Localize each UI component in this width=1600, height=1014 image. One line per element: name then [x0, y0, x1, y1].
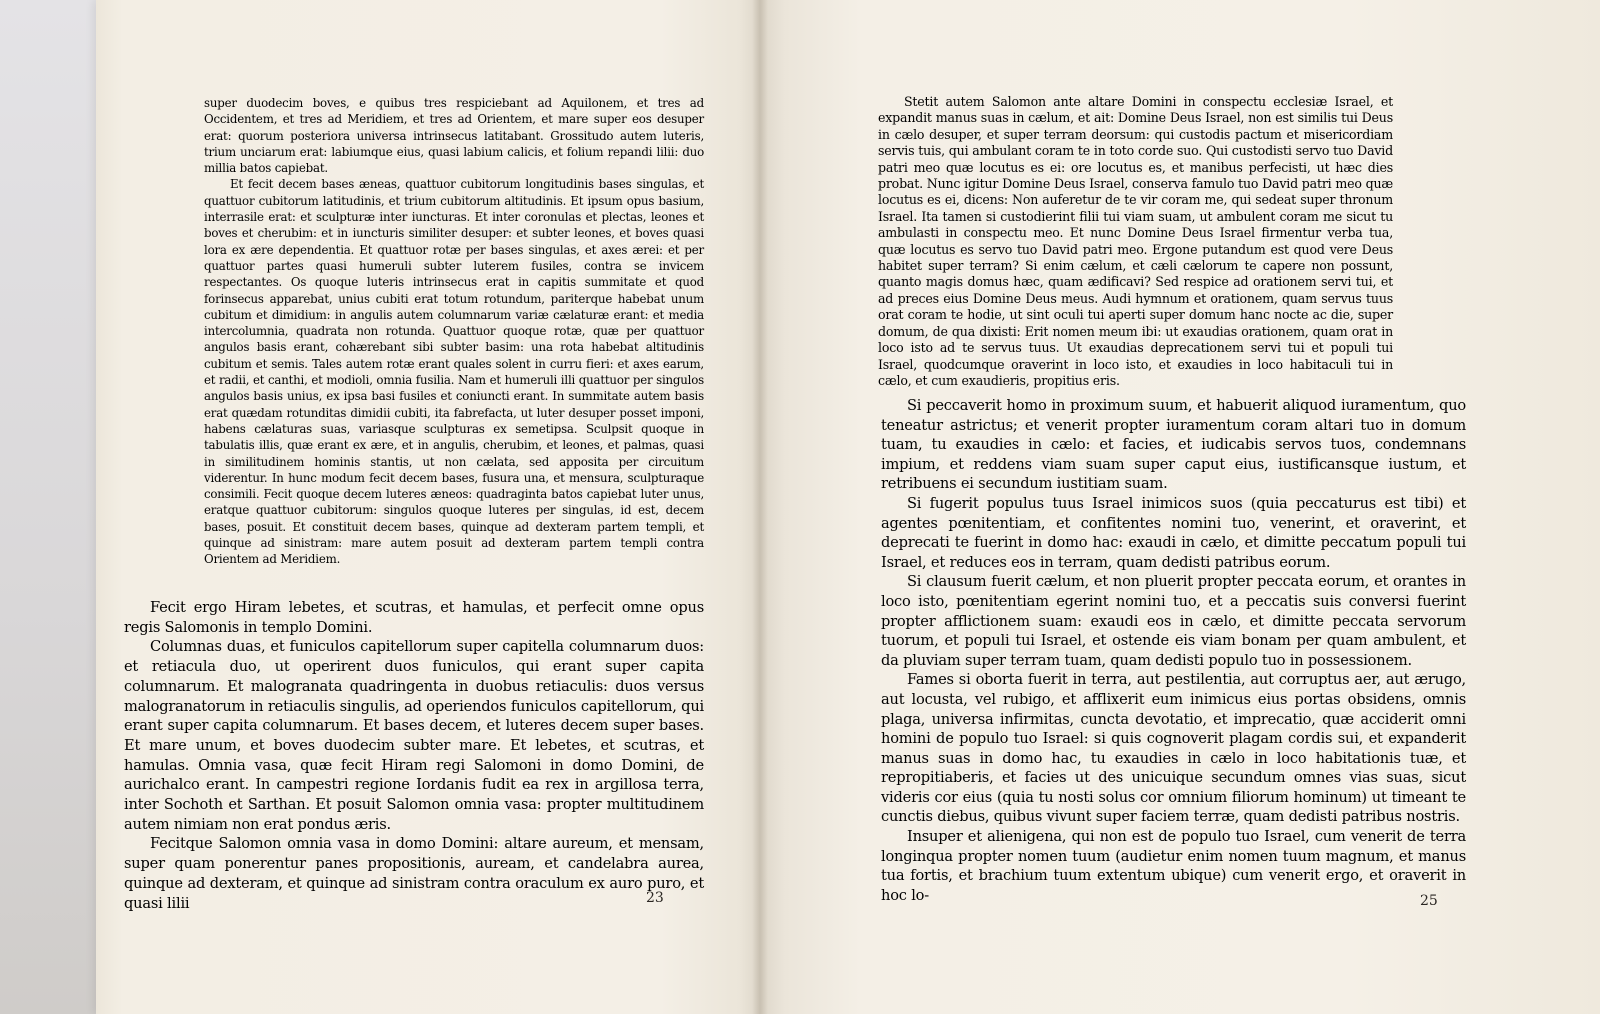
right-small-paragraph-1: Stetit autem Salomon ante altare Domini in conspectu ecclesiæ Israel, et expandit manus suas in cælum, et ait: Domine Deus Israel, non est similis tui Deus in cælo desuper, et super terram deorsum: qui custodis pactum et misericordiam servis tuis, qui ambulant coram te in toto corde suo. Qui custodisti servo tuo David patri meo quæ locutus es ei: ore locutus es, et manibus perfecisti, ut hæc dies probat. Nunc igitur Domine Deus Israel, conserva famulo tuo David patri meo quæ locutus es ei, dicens: Non auferetur de te vir coram me, qui sedeat super thronum Israel. Ita tamen si custodierint filii tui viam suam, ut ambulent coram me sicut tu ambulasti in conspectu meo. Et nunc Domine Deus Israel firmentur verba tua, quæ locutus es servo tuo David patri meo. Ergone putandum est quod vere Deus habitet super terram? Si enim cælum, et cæli cælorum te capere non possunt, quanto magis domus hæc, quam ædificavi? Sed respice ad orationem servi tui, et ad preces eius Domine Deus meus. Audi hymnum et orationem, quam servus tuus orat coram te hodie, ut sint oculi tui aperti super domum hanc nocte ac die, super domum, de qua dixisti: Erit nomen meum ibi: ut exaudias orationem, quam orat in loco isto ad te servus tuus. Ut exaudias deprecationem servi tui et populi tui Israel, quodcumque oraverint in loco isto, et exaudies in loco habitaculi tui in cælo, et cum exaudieris, propitius eris.	[878, 94, 1393, 388]
right-large-paragraph-5: Insuper et alienigena, qui non est de populo tuo Israel, cum venerit de terra longinqua propter nomen tuum (audietur enim nomen tuum magnum, et manus tua fortis, et brachium tuum extentum ubique) cum venerit ergo, et oraverit in hoc lo-	[881, 828, 1466, 904]
right-large-paragraph-4: Fames si oborta fuerit in terra, aut pestilentia, aut corruptus aer, aut ærugo, aut locusta, vel rubigo, et afflixerit eum inimicus eius portas obsidens, omnis plaga, universa infirmitas, cuncta devotatio, et imprecatio, quæ acciderit omni homini de populo tuo Israel: si quis cognoverit plagam cordis sui, et expanderit manus suas in domo hac, tu exaudies in cælo in loco habitationis tuæ, et repropitiaberis, et facies ut des unicuique secundum omnes vias suas, sicut videris cor eius (quia tu nosti solus cor omnium filiorum hominum) ut timeant te cunctis diebus, quibus vivunt super faciem terræ, quam dedisti patribus nostris.	[881, 671, 1466, 826]
left-large-paragraph-1: Fecit ergo Hiram lebetes, et scutras, et hamulas, et perfecit omne opus regis Salomonis in templo Domini.	[124, 599, 704, 636]
left-large-paragraph-2: Columnas duas, et funiculos capitellorum super capitella columnarum duos: et retiacula duo, ut operirent duos funiculos, qui erant super capita columnarum. Et malogranata quadringenta in duobus retiaculis: duos versus malogranatorum in retiaculis singulis, ad operiendos funiculos capitellorum, qui erant super capita columnarum. Et bases decem, et luteres decem super bases. Et mare unum, et boves duodecim subter mare. Et lebetes, et scutras, et hamulas. Omnia vasa, quæ fecit Hiram regi Salomoni in domo Domini, de aurichalco erant. In campestri regione Iordanis fudit ea rex in argillosa terra, inter Sochoth et Sarthan. Et posuit Salomon omnia vasa: propter multitudinem autem nimiam non erat pondus æris.	[124, 638, 704, 833]
right-large-paragraph-2: Si fugerit populus tuus Israel inimicos suos (quia peccaturus est tibi) et agentes pœnitentiam, et confitentes nomini tuo, venerint, et oraverint, et deprecati te fuerint in domo hac: exaudi in cælo, et dimitte peccatum populi tui Israel, et reduces eos in terram, quam dedisti patribus eorum.	[881, 494, 1466, 571]
left-large-paragraph-3: Fecitque Salomon omnia vasa in domo Domini: altare aureum, et mensam, super quam ponerentur panes propositionis, auream, et candelabra aurea, quinque ad dexteram, et quinque ad sinistram contra oraculum ex auro puro, et quasi lilii	[124, 835, 704, 912]
left-small-paragraph-1: super duodecim boves, e quibus tres respiciebant ad Aquilonem, et tres ad Occidentem, et tres ad Meridiem, et tres ad Orientem, et mare super eos desuper erat: quorum posteriora universa intrinsecus latitabant. Grossitudo autem luteris, trium unciarum erat: labiumque eius, quasi labium calicis, et folium repandi lilii: duo millia batos capiebat.	[204, 96, 704, 176]
left-small-text-block	[204, 95, 704, 568]
right-large-paragraph-3: Si clausum fuerit cælum, et non pluerit propter peccata eorum, et orantes in loco isto, pœnitentiam egerint nomini tuo, et a peccatis suis conversi fuerint propter afflictionem suam: exaudi eos in cælo, et dimitte peccata servorum tuorum, et populi tui Israel, et ostende eis viam bonam per quam ambulent, et da pluviam super terram tuam, quam dedisti populo tuo in possessionem.	[881, 573, 1466, 669]
right-page-number: 25	[1420, 893, 1438, 909]
right-large-paragraph-1: Si peccaverit homo in proximum suum, et habuerit aliquod iuramentum, quo teneatur astrictus; et venerit propter iuramentum coram altari tuo in domum tuam, tu exaudies in cælo: et facies, et iudicabis servos tuos, condemnans impium, et reddens viam suam super caput eius, iustificansque iustum, et retribuens ei secundum iustitiam suam.	[881, 397, 1466, 493]
left-small-paragraph-2: Et fecit decem bases æneas, quattuor cubitorum longitudinis bases singulas, et quattuor cubitorum latitudinis, et trium cubitorum altitudinis. Et ipsum opus basium, interrasile erat: et sculpturæ inter iuncturas. Et inter coronulas et plectas, leones et boves et cherubim: et in iuncturis similiter desuper: et subter leones, et boves quasi lora ex ære dependentia. Et quattuor rotæ per bases singulas, et axes ærei: et per quattuor partes quasi humeruli subter luterem fusiles, contra se invicem respectantes. Os quoque luteris intrinsecus erat in capitis summitate et quod forinsecus apparebat, unius cubiti erat totum rotundum, pariterque habebat unum cubitum et dimidium: in angulis autem columnarum variæ cælaturæ erant: et media intercolumnia, quadrata non rotunda. Quattuor quoque rotæ, quæ per quattuor angulos basis erant, cohærebant sibi subter basim: una rota habebat altitudinis cubitum et semis. Tales autem rotæ erant quales solent in curru fieri: et axes earum, et radii, et canthi, et modioli, omnia fusilia. Nam et humeruli illi quattuor per singulos angulos basis unius, ex ipsa basi fusiles et coniuncti erant. In summitate autem basis erat quædam rotunditas dimidii cubiti, ita fabrefacta, ut luter desuper posset imponi, habens cælaturas suas, variasque sculpturas ex semetipsa. Sculpsit quoque in tabulatis illis, quæ erant ex ære, et in angulis, cherubim, et leones, et palmas, quasi in similitudinem hominis stantis, ut non cælata, sed apposita per circuitum viderentur. In hunc modum fecit decem bases, fusura una, et mensura, sculpturaque consimili. Fecit quoque decem luteres æneos: quadraginta batos capiebat luter unus, eratque quattuor cubitorum: singulos quoque luteres per singulas, id est, decem bases, posuit. Et constituit decem bases, quinque ad dexteram partem templi, et quinque ad sinistram: mare autem posuit ad dexteram partem templi contra Orientem ad Meridiem.	[204, 177, 704, 567]
right-small-text-block	[878, 94, 1393, 389]
right-large-text-block	[881, 396, 1466, 905]
book-gutter	[752, 0, 768, 1014]
left-large-text-block	[124, 598, 704, 913]
left-page-number: 23	[646, 890, 664, 906]
